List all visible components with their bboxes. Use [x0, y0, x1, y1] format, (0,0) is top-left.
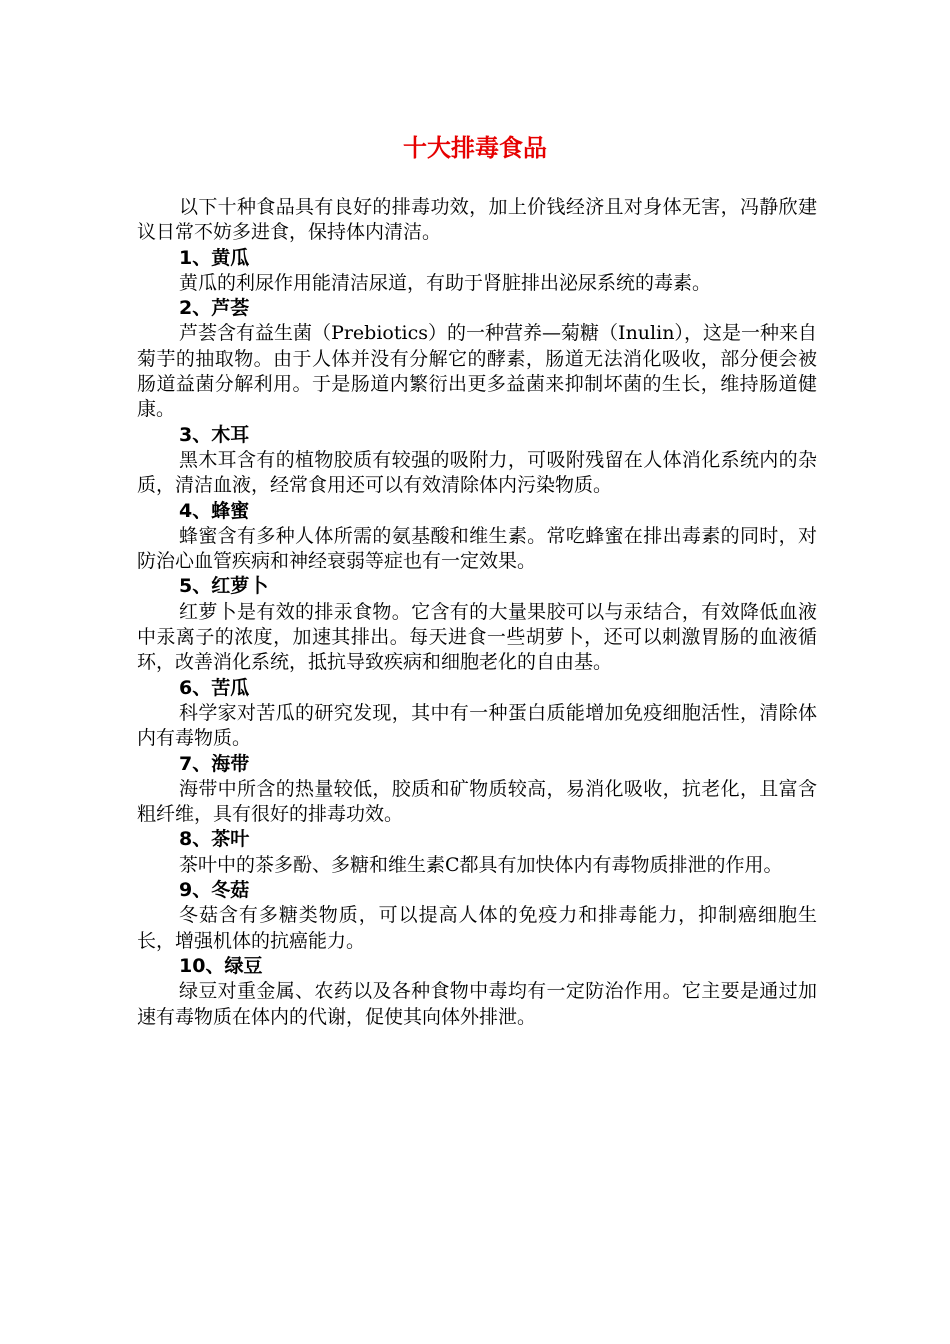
item-description: 芦荟含有益生菌（Prebiotics）的一种营养—菊糖（Inulin），这是一种来自菊芋的抽取物。由于人体并没有分解它的酵素，肠道无法消化吸收，部分便会被肠道益菌分解利用。于是肠道内繁衍出更多益菌来抑制坏菌的生长，维持肠道健康。 [137, 322, 817, 421]
item-heading: 9、冬菇 [179, 879, 250, 902]
item-description: 海带中所含的热量较低，胶质和矿物质较高，易消化吸收，抗老化，且富含粗纤维，具有很好的排毒功效。 [137, 777, 817, 826]
food-item [137, 878, 817, 954]
food-item [137, 827, 817, 878]
item-heading: 8、茶叶 [179, 828, 250, 851]
item-heading: 1、黄瓜 [179, 246, 250, 269]
item-heading: 2、芦荟 [179, 297, 250, 320]
item-heading: 7、海带 [179, 752, 250, 775]
food-item [137, 246, 817, 297]
food-item [137, 499, 817, 575]
document-body [137, 195, 817, 1030]
item-description: 绿豆对重金属、农药以及各种食物中毒均有一定防治作用。它主要是通过加速有毒物质在体内的代谢，促使其向体外排泄。 [137, 980, 817, 1028]
item-description: 茶叶中的茶多酚、多糖和维生素C都具有加快体内有毒物质排泄的作用。 [179, 853, 783, 876]
intro-paragraph: 以下十种食品具有良好的排毒功效，加上价钱经济且对身体无害，冯静欣建议日常不妨多进食，保持体内清洁。 [137, 196, 817, 244]
food-item [137, 574, 817, 675]
item-heading: 3、木耳 [179, 423, 250, 446]
item-heading: 10、绿豆 [179, 954, 263, 977]
food-item [137, 296, 817, 422]
food-item [137, 954, 817, 1030]
item-description: 红萝卜是有效的排汞食物。它含有的大量果胶可以与汞结合，有效降低血液中汞离子的浓度，加速其排出。每天进食一些胡萝卜，还可以刺激胃肠的血液循环，改善消化系统，抵抗导致疾病和细胞老化的自由基。 [137, 600, 817, 674]
item-description: 蜂蜜含有多种人体所需的氨基酸和维生素。常吃蜂蜜在排出毒素的同时，对防治心血管疾病和神经衰弱等症也有一定效果。 [137, 524, 817, 573]
food-item [137, 676, 817, 752]
food-item [137, 752, 817, 828]
item-description: 科学家对苦瓜的研究发现，其中有一种蛋白质能增加免疫细胞活性，清除体内有毒物质。 [137, 701, 817, 750]
item-heading: 4、蜂蜜 [179, 499, 250, 522]
document-title: 十大排毒食品 [403, 134, 547, 162]
item-description: 黑木耳含有的植物胶质有较强的吸附力，可吸附残留在人体消化系统内的杂质，清洁血液，经常食用还可以有效清除体内污染物质。 [137, 448, 817, 497]
item-heading: 5、红萝卜 [179, 575, 269, 598]
food-item [137, 423, 817, 499]
item-description: 黄瓜的利尿作用能清洁尿道，有助于肾脏排出泌尿系统的毒素。 [179, 271, 712, 294]
item-heading: 6、苦瓜 [179, 676, 250, 699]
item-description: 冬菇含有多糖类物质，可以提高人体的免疫力和排毒能力，抑制癌细胞生长，增强机体的抗癌能力。 [137, 904, 817, 952]
